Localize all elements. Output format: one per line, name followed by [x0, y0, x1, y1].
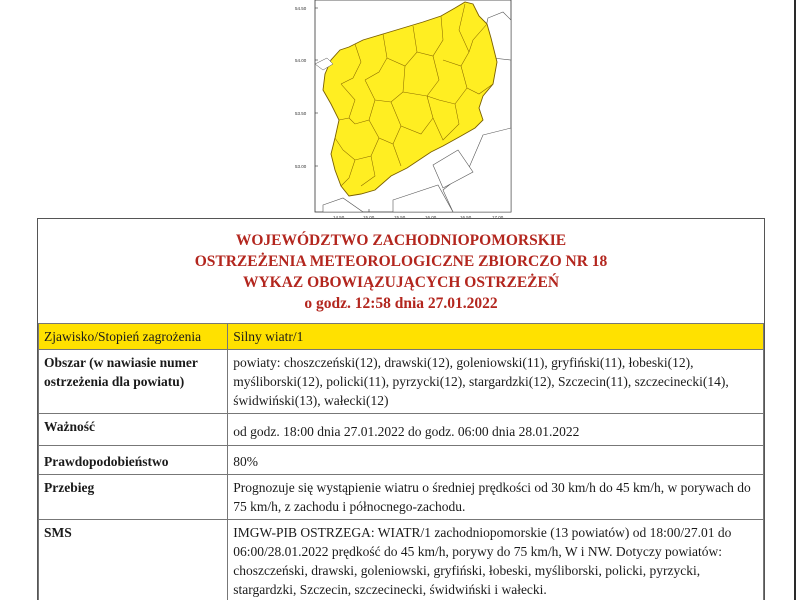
warning-table: [38, 323, 764, 600]
row-value: Silny wiatr/1: [228, 324, 764, 350]
row-value: powiaty: choszczeński(12), drawski(12), goleniowski(11), gryfiński(11), łobeski(12), myśliborski(12), policki(11), pyrzycki(12), stargardzki(12), Szczecin(11), szczecinecki(14), świdwiński(13), wałecki(12): [228, 350, 764, 414]
lon-tick: 14.50: [333, 215, 345, 220]
row-label: Przebieg: [39, 475, 228, 520]
row-value: Prognozuje się wystąpienie wiatru o średniej prędkości od 30 km/h do 45 km/h, w porywach do 75 km/h, z zachodu i północnego-zachodu.: [228, 475, 764, 520]
table-row-validity: [39, 414, 764, 446]
row-value: 80%: [228, 446, 764, 475]
lon-tick: 16.50: [460, 215, 472, 220]
lon-tick: 15.00: [363, 215, 375, 220]
row-label: Prawdopodobieństwo: [39, 446, 228, 475]
table-row-course: [39, 475, 764, 520]
lon-tick: 17.00: [492, 215, 504, 220]
header-subtitle: WYKAZ OBOWIĄZUJĄCYCH OSTRZEŻEŃ: [242, 274, 560, 291]
table-row-phenomenon: [39, 324, 764, 350]
header-timestamp: o godz. 12:58 dnia 27.01.2022: [304, 295, 498, 312]
warning-map: [283, 0, 515, 222]
lat-tick: 54.50: [295, 6, 307, 11]
row-label: Zjawisko/Stopień zagrożenia: [39, 324, 228, 350]
row-value: IMGW-PIB OSTRZEGA: WIATR/1 zachodniopomorskie (13 powiatów) od 18:00/27.01 do 06:00/28.01.2022 prędkość do 45 km/h, porywy do 75 km/h, W i NW. Dotyczy powiatów: choszczeński, drawski, goleniowski, gryfiński, łobeski, myśliborski, policki, pyrzycki, stargardzki, Szczecin, szczecinecki, świdwiński i wałecki.: [228, 520, 764, 600]
lat-tick: 54.00: [295, 58, 307, 63]
scan-edge-line: [794, 0, 796, 600]
lon-tick: 15.50: [394, 215, 406, 220]
lat-tick: 53.00: [295, 164, 307, 169]
table-row-area: [39, 350, 764, 414]
lat-tick: 53.50: [295, 111, 307, 116]
row-label: Obszar (w nawiasie numer ostrzeżenia dla powiatu): [39, 350, 228, 414]
header-title: OSTRZEŻENIA METEOROLOGICZNE ZBIORCZO NR 18: [194, 253, 608, 270]
table-row-sms: [39, 520, 764, 600]
warning-table-frame: [37, 218, 765, 600]
row-label: Ważność: [39, 414, 228, 446]
warning-header: [38, 219, 764, 318]
region-map-svg: [283, 0, 515, 222]
lon-tick: 16.00: [425, 215, 437, 220]
header-region: WOJEWÓDZTWO ZACHODNIOPOMORSKIE: [235, 232, 567, 249]
table-row-probability: [39, 446, 764, 475]
row-value: od godz. 18:00 dnia 27.01.2022 do godz. 06:00 dnia 28.01.2022: [228, 414, 764, 446]
row-label: SMS: [39, 520, 228, 600]
